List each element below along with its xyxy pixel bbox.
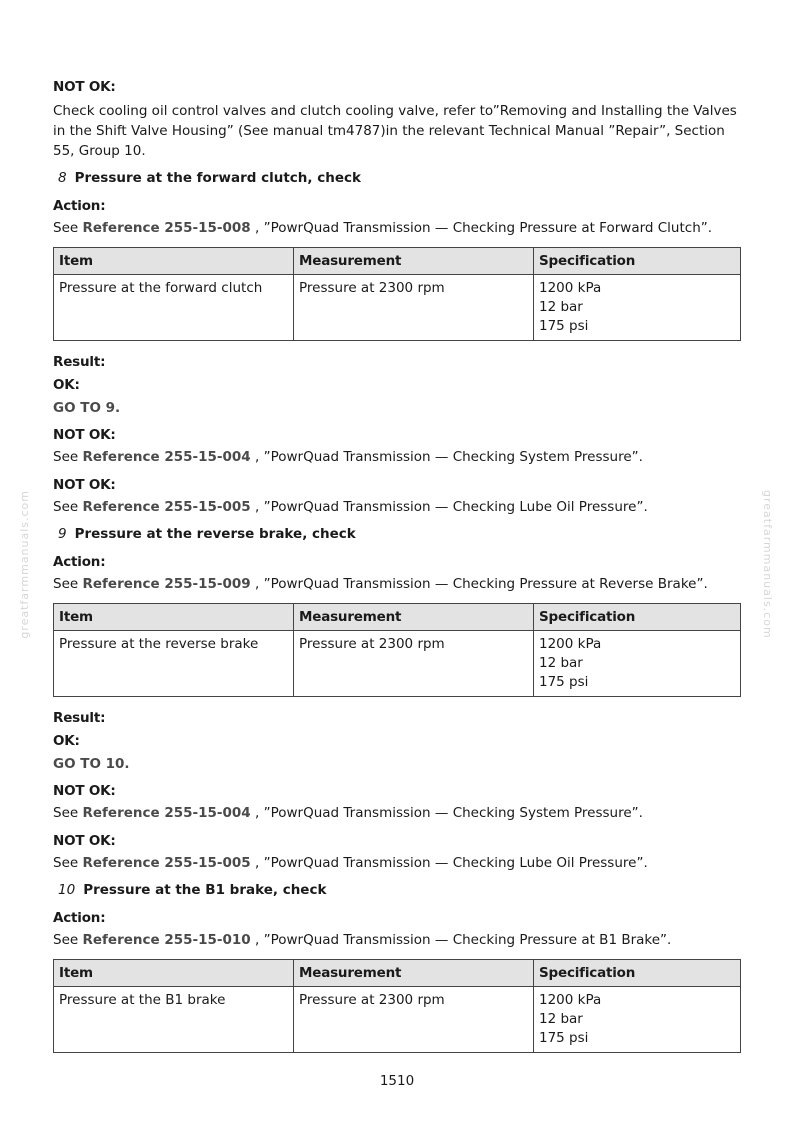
see-label: See [53, 576, 79, 592]
reference-title: , ”PowrQuad Transmission — Checking System Pressure”. [250, 449, 643, 465]
spec-psi: 175 psi [539, 318, 589, 334]
table-row [54, 275, 741, 341]
header-specification: Specification [534, 960, 741, 987]
reference-link[interactable]: Reference 255-15-005 [82, 855, 251, 871]
action-label: Action: [53, 198, 106, 214]
spec-bar: 12 bar [539, 1011, 583, 1027]
action-label: Action: [53, 910, 106, 926]
not-ok-text [53, 447, 741, 467]
not-ok-label: NOT OK: [53, 783, 116, 799]
not-ok-text [53, 803, 741, 823]
not-ok-text: Check cooling oil control valves and clutch cooling valve, refer to”Removing and Installing the Valves in the Shift Valve Housing” (See manual tm4787)in the relevant Technical Manual ”Repair”, Section 55, Group 10. [53, 103, 737, 159]
action-label: Action: [53, 554, 106, 570]
reference-title: , ”PowrQuad Transmission — Checking Pressure at B1 Brake”. [250, 932, 672, 948]
header-measurement: Measurement [294, 604, 534, 631]
reference-link[interactable]: Reference 255-15-005 [82, 499, 251, 515]
not-ok-text [53, 853, 741, 873]
cell-specification [534, 275, 741, 341]
ok-label: OK: [53, 377, 80, 393]
goto-link[interactable]: GO TO 10. [53, 756, 130, 772]
see-label: See [53, 805, 79, 821]
step-title: Pressure at the B1 brake, check [83, 882, 327, 898]
spec-table [53, 959, 741, 1053]
spec-kpa: 1200 kPa [539, 992, 602, 1008]
table-row [54, 631, 741, 697]
see-label: See [53, 499, 79, 515]
reference-link[interactable]: Reference 255-15-004 [82, 449, 251, 465]
step-heading [53, 525, 741, 543]
reference-title: , ”PowrQuad Transmission — Checking Pressure at Reverse Brake”. [250, 576, 708, 592]
step-heading [53, 169, 741, 187]
spec-table [53, 603, 741, 697]
document-page [53, 78, 741, 1053]
spec-psi: 175 psi [539, 1030, 589, 1046]
table-header-row [54, 248, 741, 275]
reference-title: , ”PowrQuad Transmission — Checking System Pressure”. [250, 805, 643, 821]
see-label: See [53, 220, 79, 236]
cell-measurement: Pressure at 2300 rpm [294, 275, 534, 341]
step-number: 8 [58, 170, 67, 186]
reference-link[interactable]: Reference 255-15-010 [82, 932, 251, 948]
see-label: See [53, 449, 79, 465]
cell-specification [534, 987, 741, 1053]
spec-table [53, 247, 741, 341]
cell-item: Pressure at the reverse brake [54, 631, 294, 697]
cell-measurement: Pressure at 2300 rpm [294, 631, 534, 697]
cell-item: Pressure at the forward clutch [54, 275, 294, 341]
action-text [53, 218, 741, 238]
not-ok-label: NOT OK: [53, 79, 116, 95]
spec-bar: 12 bar [539, 655, 583, 671]
reference-link[interactable]: Reference 255-15-008 [82, 220, 251, 236]
table-row [54, 987, 741, 1053]
spec-kpa: 1200 kPa [539, 280, 602, 296]
action-text [53, 574, 741, 594]
see-label: See [53, 932, 79, 948]
step-title: Pressure at the forward clutch, check [74, 170, 361, 186]
not-ok-text [53, 497, 741, 517]
result-label: Result: [53, 710, 106, 726]
header-item: Item [54, 960, 294, 987]
action-text [53, 930, 741, 950]
reference-link[interactable]: Reference 255-15-009 [82, 576, 251, 592]
header-item: Item [54, 248, 294, 275]
header-measurement: Measurement [294, 248, 534, 275]
step-number: 9 [58, 526, 67, 542]
table-header-row [54, 960, 741, 987]
see-label: See [53, 855, 79, 871]
watermark-right: greatfarmmanuals.com [761, 490, 774, 639]
header-specification: Specification [534, 604, 741, 631]
reference-title: , ”PowrQuad Transmission — Checking Pressure at Forward Clutch”. [250, 220, 713, 236]
step-number: 10 [58, 882, 76, 898]
step-title: Pressure at the reverse brake, check [74, 526, 356, 542]
result-label: Result: [53, 354, 106, 370]
not-ok-label: NOT OK: [53, 477, 116, 493]
step-heading [53, 881, 741, 899]
header-measurement: Measurement [294, 960, 534, 987]
reference-title: , ”PowrQuad Transmission — Checking Lube Oil Pressure”. [250, 855, 648, 871]
header-item: Item [54, 604, 294, 631]
cell-item: Pressure at the B1 brake [54, 987, 294, 1053]
page-number: 1510 [379, 1073, 415, 1089]
cell-measurement: Pressure at 2300 rpm [294, 987, 534, 1053]
watermark-left: greatfarmmanuals.com [18, 490, 31, 639]
goto-link[interactable]: GO TO 9. [53, 400, 121, 416]
table-header-row [54, 604, 741, 631]
not-ok-label: NOT OK: [53, 833, 116, 849]
ok-label: OK: [53, 733, 80, 749]
reference-title: , ”PowrQuad Transmission — Checking Lube Oil Pressure”. [250, 499, 648, 515]
cell-specification [534, 631, 741, 697]
spec-kpa: 1200 kPa [539, 636, 602, 652]
spec-psi: 175 psi [539, 674, 589, 690]
header-specification: Specification [534, 248, 741, 275]
reference-link[interactable]: Reference 255-15-004 [82, 805, 251, 821]
spec-bar: 12 bar [539, 299, 583, 315]
not-ok-label: NOT OK: [53, 427, 116, 443]
